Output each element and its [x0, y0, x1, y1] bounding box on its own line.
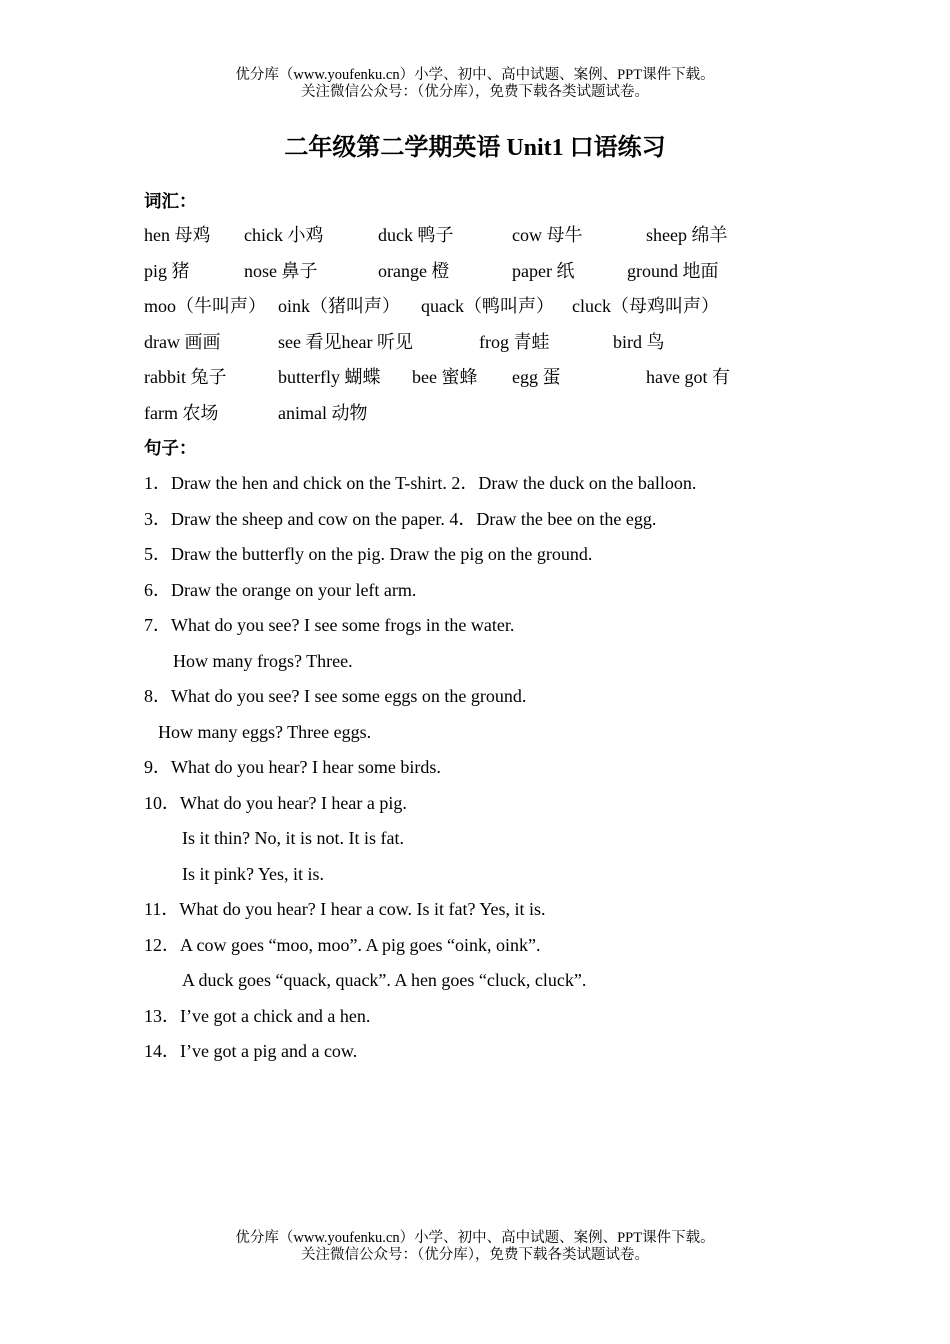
sentence-line: How many frogs? Three.	[173, 651, 353, 671]
sentence-line: Is it pink? Yes, it is.	[182, 864, 325, 884]
sentence-heading: 句子：	[144, 438, 197, 458]
sentence-line: 11．What do you hear? I hear a cow. Is it fat? Yes, it is.	[144, 899, 546, 919]
sentence-line: How many eggs? Three eggs.	[158, 722, 372, 742]
sentence-line: Is it thin? No, it is not. It is fat.	[182, 828, 404, 848]
sentence-line: 13．I’ve got a chick and a hen.	[144, 1006, 371, 1026]
sentence-line: 10．What do you hear? I hear a pig.	[144, 793, 407, 813]
vocab-item: bee 蜜蜂	[412, 367, 478, 387]
footer-line-2: 关注微信公众号：（优分库），免费下载各类试题试卷。	[301, 1247, 649, 1263]
sentence-line: 5．Draw the butterfly on the pig. Draw the pig on the ground.	[144, 544, 593, 564]
sentence-line: A duck goes “quack, quack”. A hen goes “cluck, cluck”.	[182, 970, 587, 990]
vocab-row	[0, 364, 950, 390]
vocab-row	[0, 293, 950, 319]
vocab-item: farm 农场	[144, 403, 219, 423]
sentence-line: 1．Draw the hen and chick on the T-shirt. 2．Draw the duck on the balloon.	[144, 473, 697, 493]
vocab-item: orange 橙	[378, 261, 450, 281]
sentence-line: 14．I’ve got a pig and a cow.	[144, 1041, 358, 1061]
vocab-item: see 看见hear 听见	[278, 332, 413, 352]
vocab-row	[0, 258, 950, 284]
vocab-item: butterfly 蝴蝶	[278, 367, 381, 387]
vocab-item: frog 青蛙	[479, 332, 550, 352]
header-line-1: 优分库（www.youfenku.cn）小学、初中、高中试题、案例、PPT课件下载。	[235, 67, 715, 83]
vocab-item: rabbit 兔子	[144, 367, 227, 387]
vocab-item: hen 母鸡	[144, 225, 211, 245]
vocab-item: bird 鸟	[613, 332, 665, 352]
vocab-item: quack（鸭叫声）	[421, 296, 554, 316]
vocab-item: sheep 绵羊	[646, 225, 728, 245]
vocab-item: oink（猪叫声）	[278, 296, 401, 316]
vocab-item: egg 蛋	[512, 367, 561, 387]
vocab-item: cow 母牛	[512, 225, 583, 245]
vocab-item: chick 小鸡	[244, 225, 324, 245]
vocab-item: nose 鼻子	[244, 261, 318, 281]
vocab-row	[0, 400, 950, 426]
vocab-item: paper 纸	[512, 261, 575, 281]
page-footer	[0, 1230, 950, 1264]
sentence-line: 7．What do you see? I see some frogs in the water.	[144, 615, 515, 635]
sentence-line: 12．A cow goes “moo, moo”. A pig goes “oink, oink”.	[144, 935, 541, 955]
vocab-item: moo（牛叫声）	[144, 296, 267, 316]
sentence-line: 8．What do you see? I see some eggs on the ground.	[144, 686, 527, 706]
vocab-item: pig 猪	[144, 261, 190, 281]
vocab-item: cluck（母鸡叫声）	[572, 296, 719, 316]
vocab-item: have got 有	[646, 367, 730, 387]
vocab-item: duck 鸭子	[378, 225, 454, 245]
footer-line-1: 优分库（www.youfenku.cn）小学、初中、高中试题、案例、PPT课件下载。	[235, 1230, 715, 1246]
vocab-row	[0, 222, 950, 248]
sentence-line: 6．Draw the orange on your left arm.	[144, 580, 417, 600]
vocab-heading: 词汇：	[144, 191, 197, 211]
vocab-item: draw 画画	[144, 332, 221, 352]
page-header	[0, 67, 950, 101]
vocab-row	[0, 329, 950, 355]
sentence-line: 3．Draw the sheep and cow on the paper. 4．Draw the bee on the egg.	[144, 509, 657, 529]
vocab-item: animal 动物	[278, 403, 368, 423]
page-title: 二年级第二学期英语 Unit1 口语练习	[284, 135, 666, 161]
vocab-item: ground 地面	[627, 261, 719, 281]
header-line-2: 关注微信公众号：（优分库），免费下载各类试题试卷。	[301, 84, 649, 100]
sentence-line: 9．What do you hear? I hear some birds.	[144, 757, 441, 777]
